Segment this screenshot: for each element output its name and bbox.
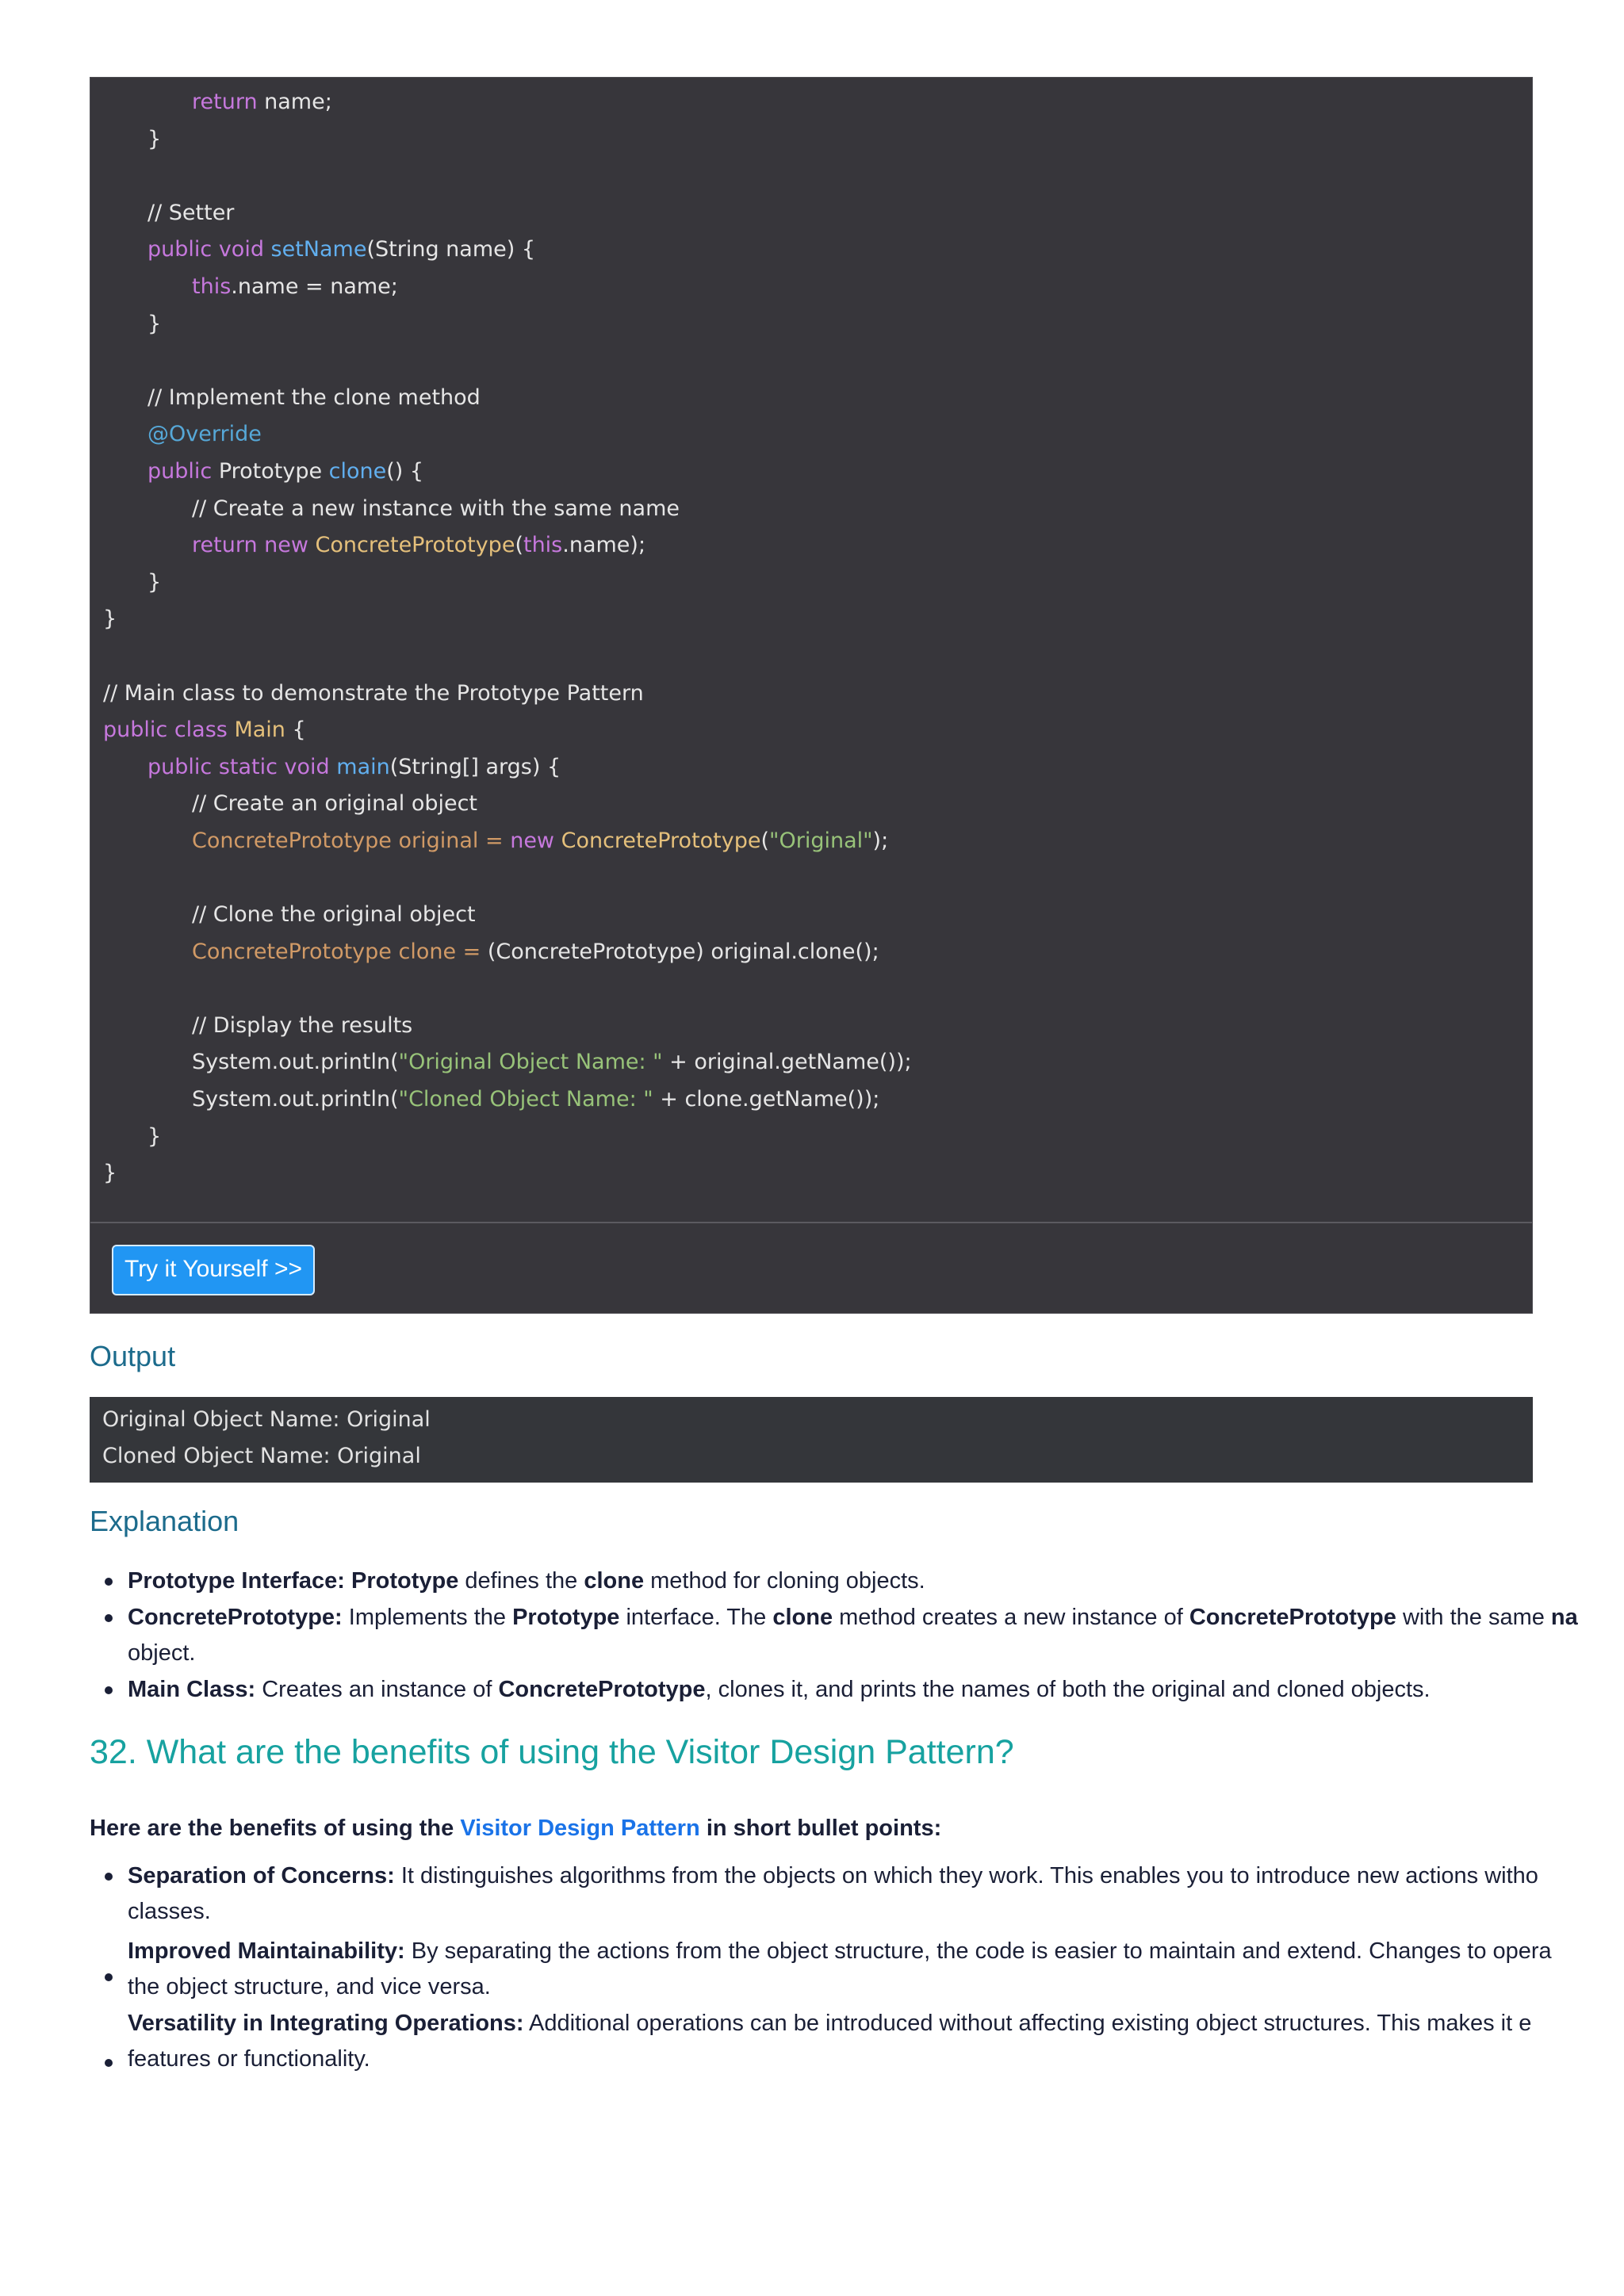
- bullet-text-line: [128, 1563, 1624, 1599]
- intro-paragraph: [90, 1816, 941, 1842]
- bold-text: Improved Maintainability:: [128, 1938, 405, 1964]
- code-token: }: [147, 126, 162, 151]
- code-line: [103, 1155, 1519, 1192]
- code-line: [103, 1119, 1519, 1156]
- code-token: Prototype: [212, 458, 329, 484]
- text: object.: [128, 1640, 196, 1666]
- code-token: }: [103, 1161, 117, 1186]
- code-line: [103, 859, 1519, 897]
- text: the object structure, and vice versa.: [128, 1974, 491, 1999]
- bold-text: Prototype Interface: Prototype: [128, 1568, 459, 1594]
- code-token: // Main class to demonstrate the Prototype Pattern: [103, 680, 644, 706]
- bold-text: na: [1550, 1605, 1578, 1630]
- bullet-text-line: [128, 1636, 1624, 1671]
- code-block: [103, 84, 1519, 1192]
- bold-text: Versatility in Integrating Operations:: [128, 2011, 524, 2036]
- output-line: Original Object Name: Original: [102, 1407, 431, 1432]
- bullet-dot-icon: [105, 1614, 113, 1622]
- bold-text: ConcretePrototype: [1189, 1605, 1396, 1630]
- bullet-text-line: [128, 1600, 1624, 1636]
- code-token: public void: [147, 237, 271, 262]
- text: interface. The: [619, 1605, 773, 1630]
- code-token: // Setter: [147, 200, 235, 225]
- code-token: this: [192, 274, 232, 299]
- code-token: + original.getName());: [662, 1050, 912, 1075]
- explanation-heading: Explanation: [90, 1505, 239, 1537]
- text: method creates a new instance of: [833, 1605, 1189, 1630]
- code-token: (: [515, 533, 523, 558]
- code-divider: [90, 1222, 1532, 1223]
- code-token: Main: [234, 718, 285, 743]
- code-line: [103, 1081, 1519, 1119]
- text: Creates an instance of: [255, 1677, 499, 1702]
- text: features or functionality.: [128, 2046, 370, 2072]
- code-token: }: [147, 1123, 162, 1149]
- code-token: public class: [103, 718, 235, 743]
- bullet-text-line: [128, 1858, 1624, 1894]
- code-token: () {: [386, 458, 424, 484]
- code-token: // Clone the original object: [192, 902, 476, 928]
- code-line: [103, 416, 1519, 453]
- code-token: );: [872, 828, 889, 853]
- code-example-panel: [90, 77, 1533, 1314]
- code-line: [103, 638, 1519, 675]
- code-token: clone: [328, 458, 387, 484]
- code-line: [103, 232, 1519, 269]
- code-line: [103, 84, 1519, 121]
- bullet-text-line: [128, 1969, 1624, 2005]
- code-line: [103, 1044, 1519, 1081]
- bullet-text-line: [128, 1672, 1624, 1708]
- code-line: [103, 712, 1519, 749]
- code-line: [103, 453, 1519, 491]
- code-token: return: [192, 90, 258, 114]
- code-token: (String[] args) {: [389, 754, 561, 779]
- code-token: ConcretePrototype: [561, 828, 761, 853]
- code-token: .name = name;: [231, 274, 398, 299]
- bullet-item: [90, 1672, 1624, 1708]
- bullet-dot-icon: [105, 1578, 113, 1586]
- code-token: + clone.getName());: [653, 1087, 880, 1112]
- bullet-text-line: [128, 1934, 1624, 1969]
- code-token: "Cloned Object Name: ": [398, 1087, 653, 1112]
- code-line: [103, 675, 1519, 713]
- output-heading: Output: [90, 1340, 176, 1372]
- code-line: [103, 527, 1519, 564]
- intro-text-end: in short bullet points:: [699, 1816, 942, 1841]
- code-line: [103, 342, 1519, 380]
- code-token: setName: [270, 237, 367, 262]
- text: It distinguishes algorithms from the objects on which they work. This enables you to introduce new actions witho: [394, 1863, 1538, 1888]
- code-line: [103, 380, 1519, 417]
- code-line: [103, 564, 1519, 602]
- visitor-design-pattern-link[interactable]: Visitor Design Pattern: [460, 1816, 700, 1841]
- code-line: [103, 601, 1519, 638]
- text: Implements the: [342, 1605, 513, 1630]
- code-line: [103, 195, 1519, 232]
- code-line: [103, 897, 1519, 934]
- code-token: new: [510, 828, 561, 853]
- benefits-list: [90, 1858, 1624, 2077]
- text: defines the: [458, 1568, 584, 1594]
- code-token: // Create a new instance with the same name: [192, 496, 680, 521]
- text: classes.: [128, 1899, 211, 1924]
- code-token: }: [147, 311, 162, 336]
- code-line: [103, 491, 1519, 528]
- text: Additional operations can be introduced without affecting existing object structures. This makes it e: [523, 2011, 1532, 2036]
- bullet-item: [90, 1858, 1624, 1930]
- code-token: public static void: [147, 754, 337, 779]
- code-token: return new: [192, 533, 316, 558]
- bullet-dot-icon: [105, 1973, 113, 1981]
- bullet-item: [90, 1563, 1624, 1599]
- code-line: [103, 121, 1519, 159]
- explanation-list: [90, 1563, 1624, 1708]
- code-line: [103, 934, 1519, 971]
- code-line: [103, 1008, 1519, 1045]
- bold-text: Main Class:: [128, 1677, 256, 1702]
- code-token: System.out.println(: [192, 1050, 399, 1075]
- code-token: "Original Object Name: ": [398, 1050, 663, 1075]
- bullet-item: [90, 1934, 1624, 2005]
- bold-text: Separation of Concerns:: [128, 1863, 395, 1888]
- code-line: [103, 749, 1519, 786]
- code-token: .name);: [562, 533, 646, 558]
- code-token: // Create an original object: [192, 791, 478, 817]
- code-token: (String name) {: [366, 237, 536, 262]
- bullet-text-line: [128, 2006, 1624, 2042]
- bold-text: clone: [772, 1605, 833, 1630]
- output-line: Cloned Object Name: Original: [102, 1444, 421, 1468]
- code-line: [103, 158, 1519, 195]
- code-token: }: [147, 569, 162, 595]
- code-token: System.out.println(: [192, 1087, 399, 1112]
- bullet-dot-icon: [105, 1873, 113, 1881]
- bold-text: ConcretePrototype:: [128, 1605, 343, 1630]
- code-token: // Display the results: [192, 1012, 413, 1038]
- bold-text: ConcretePrototype: [498, 1677, 706, 1702]
- try-it-yourself-button[interactable]: Try it Yourself >>: [112, 1245, 315, 1295]
- text: method for cloning objects.: [644, 1568, 925, 1594]
- code-token: this: [523, 533, 563, 558]
- bullet-text-line: [128, 1894, 1624, 1930]
- output-panel: [90, 1397, 1533, 1483]
- code-line: [103, 269, 1519, 306]
- bullet-dot-icon: [105, 2059, 113, 2067]
- code-token: }: [103, 607, 117, 632]
- intro-text: Here are the benefits of using the: [90, 1816, 461, 1841]
- code-line: [103, 970, 1519, 1008]
- code-token: (: [760, 828, 770, 853]
- code-token: ConcretePrototype clone =: [192, 939, 488, 964]
- code-token: name;: [257, 90, 332, 114]
- code-token: public: [147, 458, 213, 484]
- bullet-dot-icon: [105, 1686, 113, 1694]
- code-token: ConcretePrototype: [315, 533, 515, 558]
- code-token: @Override: [147, 422, 262, 447]
- text: By separating the actions from the object structure, the code is easier to maintain and extend. Changes to opera: [404, 1938, 1552, 1964]
- code-token: main: [336, 754, 390, 779]
- code-token: // Implement the clone method: [147, 385, 481, 410]
- question-title: 32. What are the benefits of using the Visitor Design Pattern?: [90, 1733, 1014, 1771]
- text: , clones it, and prints the names of both the original and cloned objects.: [705, 1677, 1431, 1702]
- bullet-item: [90, 1600, 1624, 1671]
- code-token: ConcretePrototype original =: [192, 828, 511, 853]
- code-token: "Original": [769, 828, 873, 853]
- bullet-item: [90, 2006, 1624, 2077]
- code-line: [103, 823, 1519, 860]
- bullet-text-line: [128, 2042, 1624, 2077]
- bold-text: clone: [584, 1568, 645, 1594]
- code-line: [103, 786, 1519, 823]
- bold-text: Prototype: [512, 1605, 620, 1630]
- code-token: (ConcretePrototype) original.clone();: [487, 939, 879, 964]
- code-line: [103, 306, 1519, 343]
- code-token: {: [285, 718, 306, 743]
- text: with the same: [1396, 1605, 1551, 1630]
